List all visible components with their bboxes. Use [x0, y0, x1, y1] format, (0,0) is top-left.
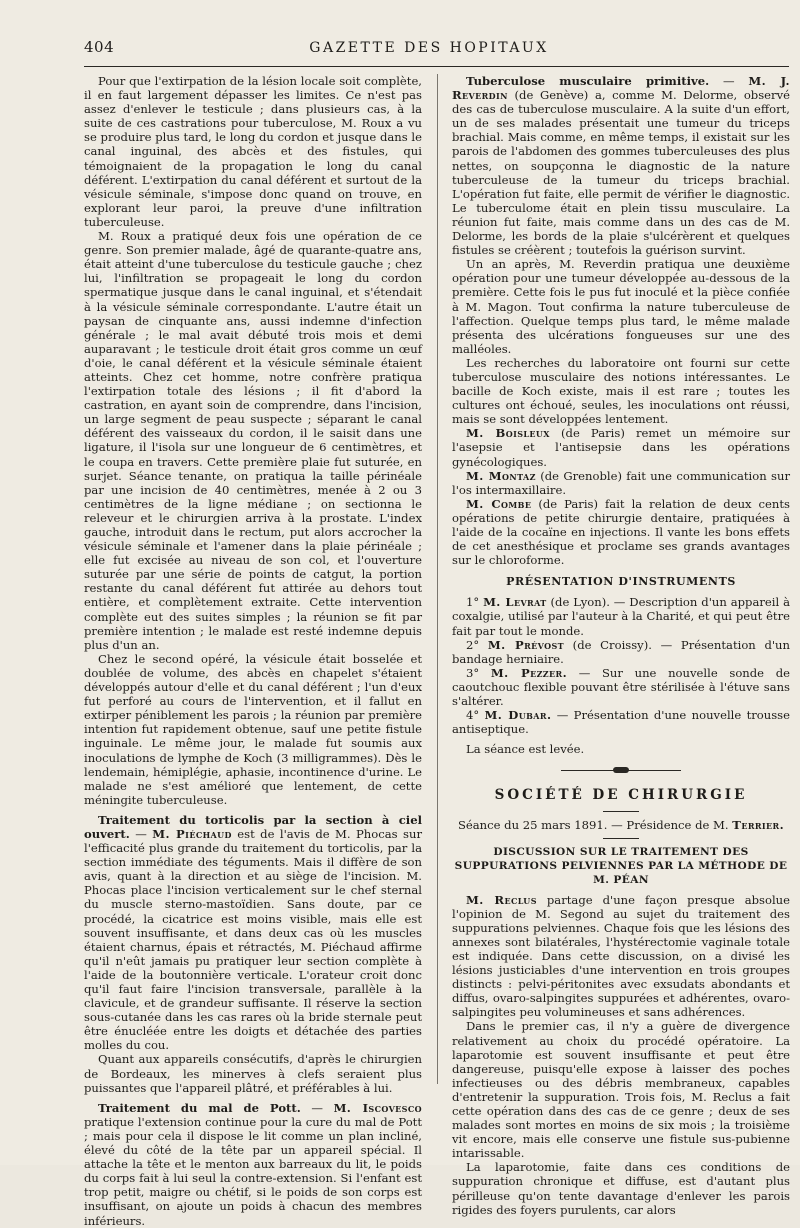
- montaz-paragraph: M. Montaz (de Grenoble) fait une communication sur l'os intermaxillaire.: [452, 468, 790, 497]
- instrument-item: 3° M. Pezzer. — Sur une nouvelle sonde de caoutchouc flexible pouvant être stérilisée à l'étuve sans s'altérer.: [452, 665, 791, 709]
- run-in-title: Traitement du torticolis par la section à ciel ouvert.: [84, 812, 422, 841]
- speaker-name: M. J. Reverdin: [452, 74, 790, 103]
- header-rule: [84, 66, 789, 67]
- short-rule: [603, 838, 639, 839]
- right-column: [452, 74, 790, 1217]
- speaker-name: M. Montaz: [466, 468, 536, 483]
- journal-title: GAZETTE DES HOPITAUX: [309, 40, 549, 56]
- boisleux-paragraph: M. Boisleux (de Paris) remet un mémoire sur l'asepsie et l'antisepsie dans les opérations gynécologiques.: [452, 426, 790, 469]
- instrument-item: 4° M. Dubar. — Présentation d'une nouvelle trousse antiseptique.: [452, 708, 790, 737]
- society-title: SOCIÉTÉ DE CHIRURGIE: [494, 787, 748, 804]
- paragraph: Dans le premier cas, il n'y a guère de divergence relativement au choix du procédé opératoire. La laparotomie est souvent insuffisante et peut être dangereuse, puisqu'elle expose à laisser des poches infectieuses ou des débris membraneux, capables d'entretenir la suppuration. Trois fois, M. Reclus a fait cette opération dans des cas de ce genre ; deux de ses malades sont mortes en moins de six mois ; la troisième vit encore, mais elle conserve une fistule sus-pubienne intarissable.: [452, 1019, 790, 1161]
- paragraph: M. Roux a pratiqué deux fois une opération de ce genre. Son premier malade, âgé de quarante-quatre ans, était atteint d'une tuberculose du testicule gauche ; chez lui, l'infiltration se propageait le long du cordon spermatique jusque dans le canal inguinal, et s'étendait à la vésicule séminale correspondante. L'autre était un paysan de cinquante ans, aussi indemne d'infection générale ; le mal avait débuté trois mois et demi auparavant ; le testicule droit était gros comme un œuf d'oie, le canal déférent et la vésicule séminale étaient atteints. Chez cet homme, notre confrère pratiqua l'extirpation totale des lésions ; il fit d'abord la castration, en ayant soin de comprendre, dans l'incision, un large segment de peau suspecte ; séparant le canal déférent des vaisseaux du cordon, il le saisit dans une ligature, il l'isola sur une longueur de 6 centimètres, et le coupa en travers. Cette première plaie fut suturée, en surjet. Séance tenante, on pratiqua la taille périnéale par une incision de 40 centimètres, menée à 2 ou 3 centimètres de la ligne médiane ; on sectionna le releveur et le chirurgien arriva à la prostate. L'index gauche, introduit dans le rectum, put alors accrocher la vésicule séminale et l'amener dans la plaie périnéale ; elle fut excisée au niveau de son col, et l'ouverture suturée par une série de points de catgut, la portion restante du canal déférent fut attirée au dehors tout entière, et complètement extraite. Cette intervention complète eut des suites simples ; la réunion se fit par première intention ; le malade est resté indemne depuis plus d'un an.: [84, 229, 422, 652]
- speaker-name: M. Combe: [466, 496, 532, 511]
- speaker-name: M. Pezzer.: [490, 665, 568, 680]
- speaker-name: M. Levrat: [483, 595, 547, 610]
- speaker-name: M. Boisleux: [466, 426, 550, 441]
- run-in-title: Traitement du mal de Pott.: [98, 1100, 301, 1115]
- speaker-name: M. Piéchaud: [152, 826, 232, 841]
- page-header: [84, 38, 774, 62]
- short-rule: [603, 811, 639, 812]
- discussion-heading: DISCUSSION SUR LE TRAITEMENT DES SUPPURATIONS PELVIENNES PAR LA MÉTHODE DE M. PÉAN: [454, 845, 788, 886]
- paragraph: Pour que l'extirpation de la lésion locale soit complète, il en faut largement dépasser les limites. Ce n'est pas assez d'enlever le testicule ; dans plusieurs cas, à la suite de ces castrations pour tuberculose, M. Roux a vu se produire plus tard, le long du cordon et jusque dans le canal inguinal, des abcès et des fistules, qui témoignaient de la propagation le long du canal déférent. L'extirpation du canal déférent et surtout de la vésicule séminale, s'impose donc quand on trouve, en explorant leur paroi, la preuve d'une infiltration tuberculeuse.: [84, 74, 422, 229]
- reclus-paragraph: M. Reclus partage d'une façon presque absolue l'opinion de M. Segond au sujet du traitement des suppurations pelviennes. Chaque fois que les lésions des annexes sont bilatérales, l'hystérectomie vaginale totale est indiquée. Dans cette discussion, on a divisé les lésions justiciables d'une intervention en trois groupes distincts : pelvi-péritonites avec exsudats abondants et diffus, ovaro-salpingites suppurées et adhérentes, ovaro-salpingites peu volumineuses et sans adhérences.: [452, 892, 790, 1020]
- column-divider: [437, 74, 438, 1084]
- paragraph: Chez le second opéré, la vésicule était bosselée et doublée de volume, des abcès en chapelet s'étaient développés autour d'elle et du canal déférent ; l'un d'eux fut perforé au cours de l'intervention, et il fallut en extirper péniblement les parois ; la réunion par première intention fut rapidement obtenue, sauf une petite fistule inguinale. Le même jour, le malade fut soumis aux inoculations de lymphe de Koch (3 milligrammes). Dès le lendemain, hémiplégie, aphasie, incontinence d'urine. Le malade ne s'est amélioré que lentement, de cette méningite tuberculeuse.: [84, 651, 422, 807]
- torticolis-paragraph: Traitement du torticolis par la section à ciel ouvert. — M. Piéchaud est de l'avis de M. Phocas sur l'efficacité plus grande du traitement du torticolis, par la section immédiate des téguments. Mais il diffère de son avis, quant à la direction et au siège de l'incision. M. Phocas place l'incision verticalement sur le chef sternal du muscle sterno-mastoïdien. Sans doute, par ce procédé, la cicatrice est moins visible, mais elle est souvent insuffisante, et dans deux cas où les muscles étaient charnus, épais et rétractés, M. Piéchaud affirme qu'il n'eût jamais pu pratiquer leur section complète à l'aide de la boutonnière verticale. L'orateur croit donc qu'il faut faire l'incision transversale, parallèle à la clavicule, et de grandeur suffisante. Il réserve la section sous-cutanée dans les cas rares où la bride sternale peut être énucléée entre les doigts et détachée des parties molles du cou.: [84, 812, 422, 1053]
- paragraph: La laparotomie, faite dans ces conditions de suppuration chronique et diffuse, est d'autant plus périlleuse qu'on tente davantage d'enlever les parois rigides des foyers purulents, car alors: [452, 1160, 790, 1217]
- combe-paragraph: M. Combe (de Paris) fait la relation de deux cents opérations de petite chirurgie dentaire, pratiquées à l'aide de la cocaïne en injections. Il vante les bons effets de cet anesthésique et proclame ses grands avantages sur le chloroforme.: [452, 496, 790, 568]
- instrument-item: 1° M. Levrat (de Lyon). — Description d'un appareil à coxalgie, utilisé par l'auteur à la Charité, et qui peut être fait par tout le monde.: [452, 595, 790, 638]
- page-number: 404: [84, 38, 115, 56]
- speaker-name: M. Dubar.: [484, 708, 552, 723]
- session-closing: La séance est levée.: [466, 742, 585, 757]
- paragraph: Un an après, M. Reverdin pratiqua une deuxième opération pour une tumeur développée au-dessous de la première. Cette fois le pus fut inoculé et la pièce confiée à M. Magon. Tout confirma la nature tuberculeuse de l'affection. Quelque temps plus tard, le même malade présenta des ulcérations fongueuses sur une des malléoles.: [452, 257, 790, 356]
- run-in-title: Tuberculose musculaire primitive.: [466, 74, 710, 88]
- paragraph: Les recherches du laboratoire ont fourni sur cette tuberculose musculaire des notions intéressantes. Le bacille de Koch existe, mais il est rare ; toutes les cultures ont échoué, seules, les inoculations ont réussi, mais se sont développées lentement.: [452, 355, 790, 427]
- pott-paragraph: Traitement du mal de Pott. — M. Iscovesco pratique l'extension continue pour la cure du mal de Pott ; mais pour cela il dispose le lit comme un plan incliné, élevé du côté de la tête par un appareil spécial. Il attache la tête et le menton aux barreaux du lit, le poids du corps fait à lui seul la contre-extension. Si l'enfant est trop petit, maigre ou chétif, si le poids de son corps est insuffisant, on ajoute un poids à chacun des membres inférieurs.: [84, 1100, 422, 1228]
- instrument-item: 2° M. Prévost (de Croissy). — Présentation d'un bandage herniaire.: [452, 637, 790, 666]
- president-name: Terrier.: [732, 817, 785, 832]
- speaker-name: M. Iscovesco: [333, 1100, 422, 1115]
- session-line: Séance du 25 mars 1891. — Présidence de M. Terrier.: [457, 817, 785, 832]
- paragraph: Quant aux appareils consécutifs, d'après le chirurgien de Bordeaux, les minerves à clefs seraient plus puissantes que l'appareil plâtré, et préférables à lui.: [84, 1052, 422, 1095]
- speaker-name: M. Reclus: [466, 892, 537, 907]
- tuberculose-paragraph: Tuberculose musculaire primitive. — M. J. Reverdin (de Genève) a, comme M. Delorme, observé des cas de tuberculose musculaire. A la suite d'un effort, un de ses malades présentait une tumeur du triceps brachial. Mais comme, en même temps, il existait sur les parois de l'abdomen des gommes tuberculeuses des plus nettes, on soupçonna le diagnostic de la nature tuberculeuse de la tumeur du triceps brachial. L'opération fut faite, elle permit de vérifier le diagnostic. Le tuberculome était en plein tissu musculaire. La réunion fut faite, mais comme dans un des cas de M. Delorme, les bords de la plaie s'ulcérèrent et quelques fistules se créèrent ; toutefois la guérison survint.: [452, 74, 790, 258]
- speaker-name: M. Prévost: [487, 637, 564, 652]
- left-column: [84, 74, 422, 1228]
- instruments-heading: PRÉSENTATION D'INSTRUMENTS: [506, 575, 736, 589]
- section-ornament: [561, 766, 681, 774]
